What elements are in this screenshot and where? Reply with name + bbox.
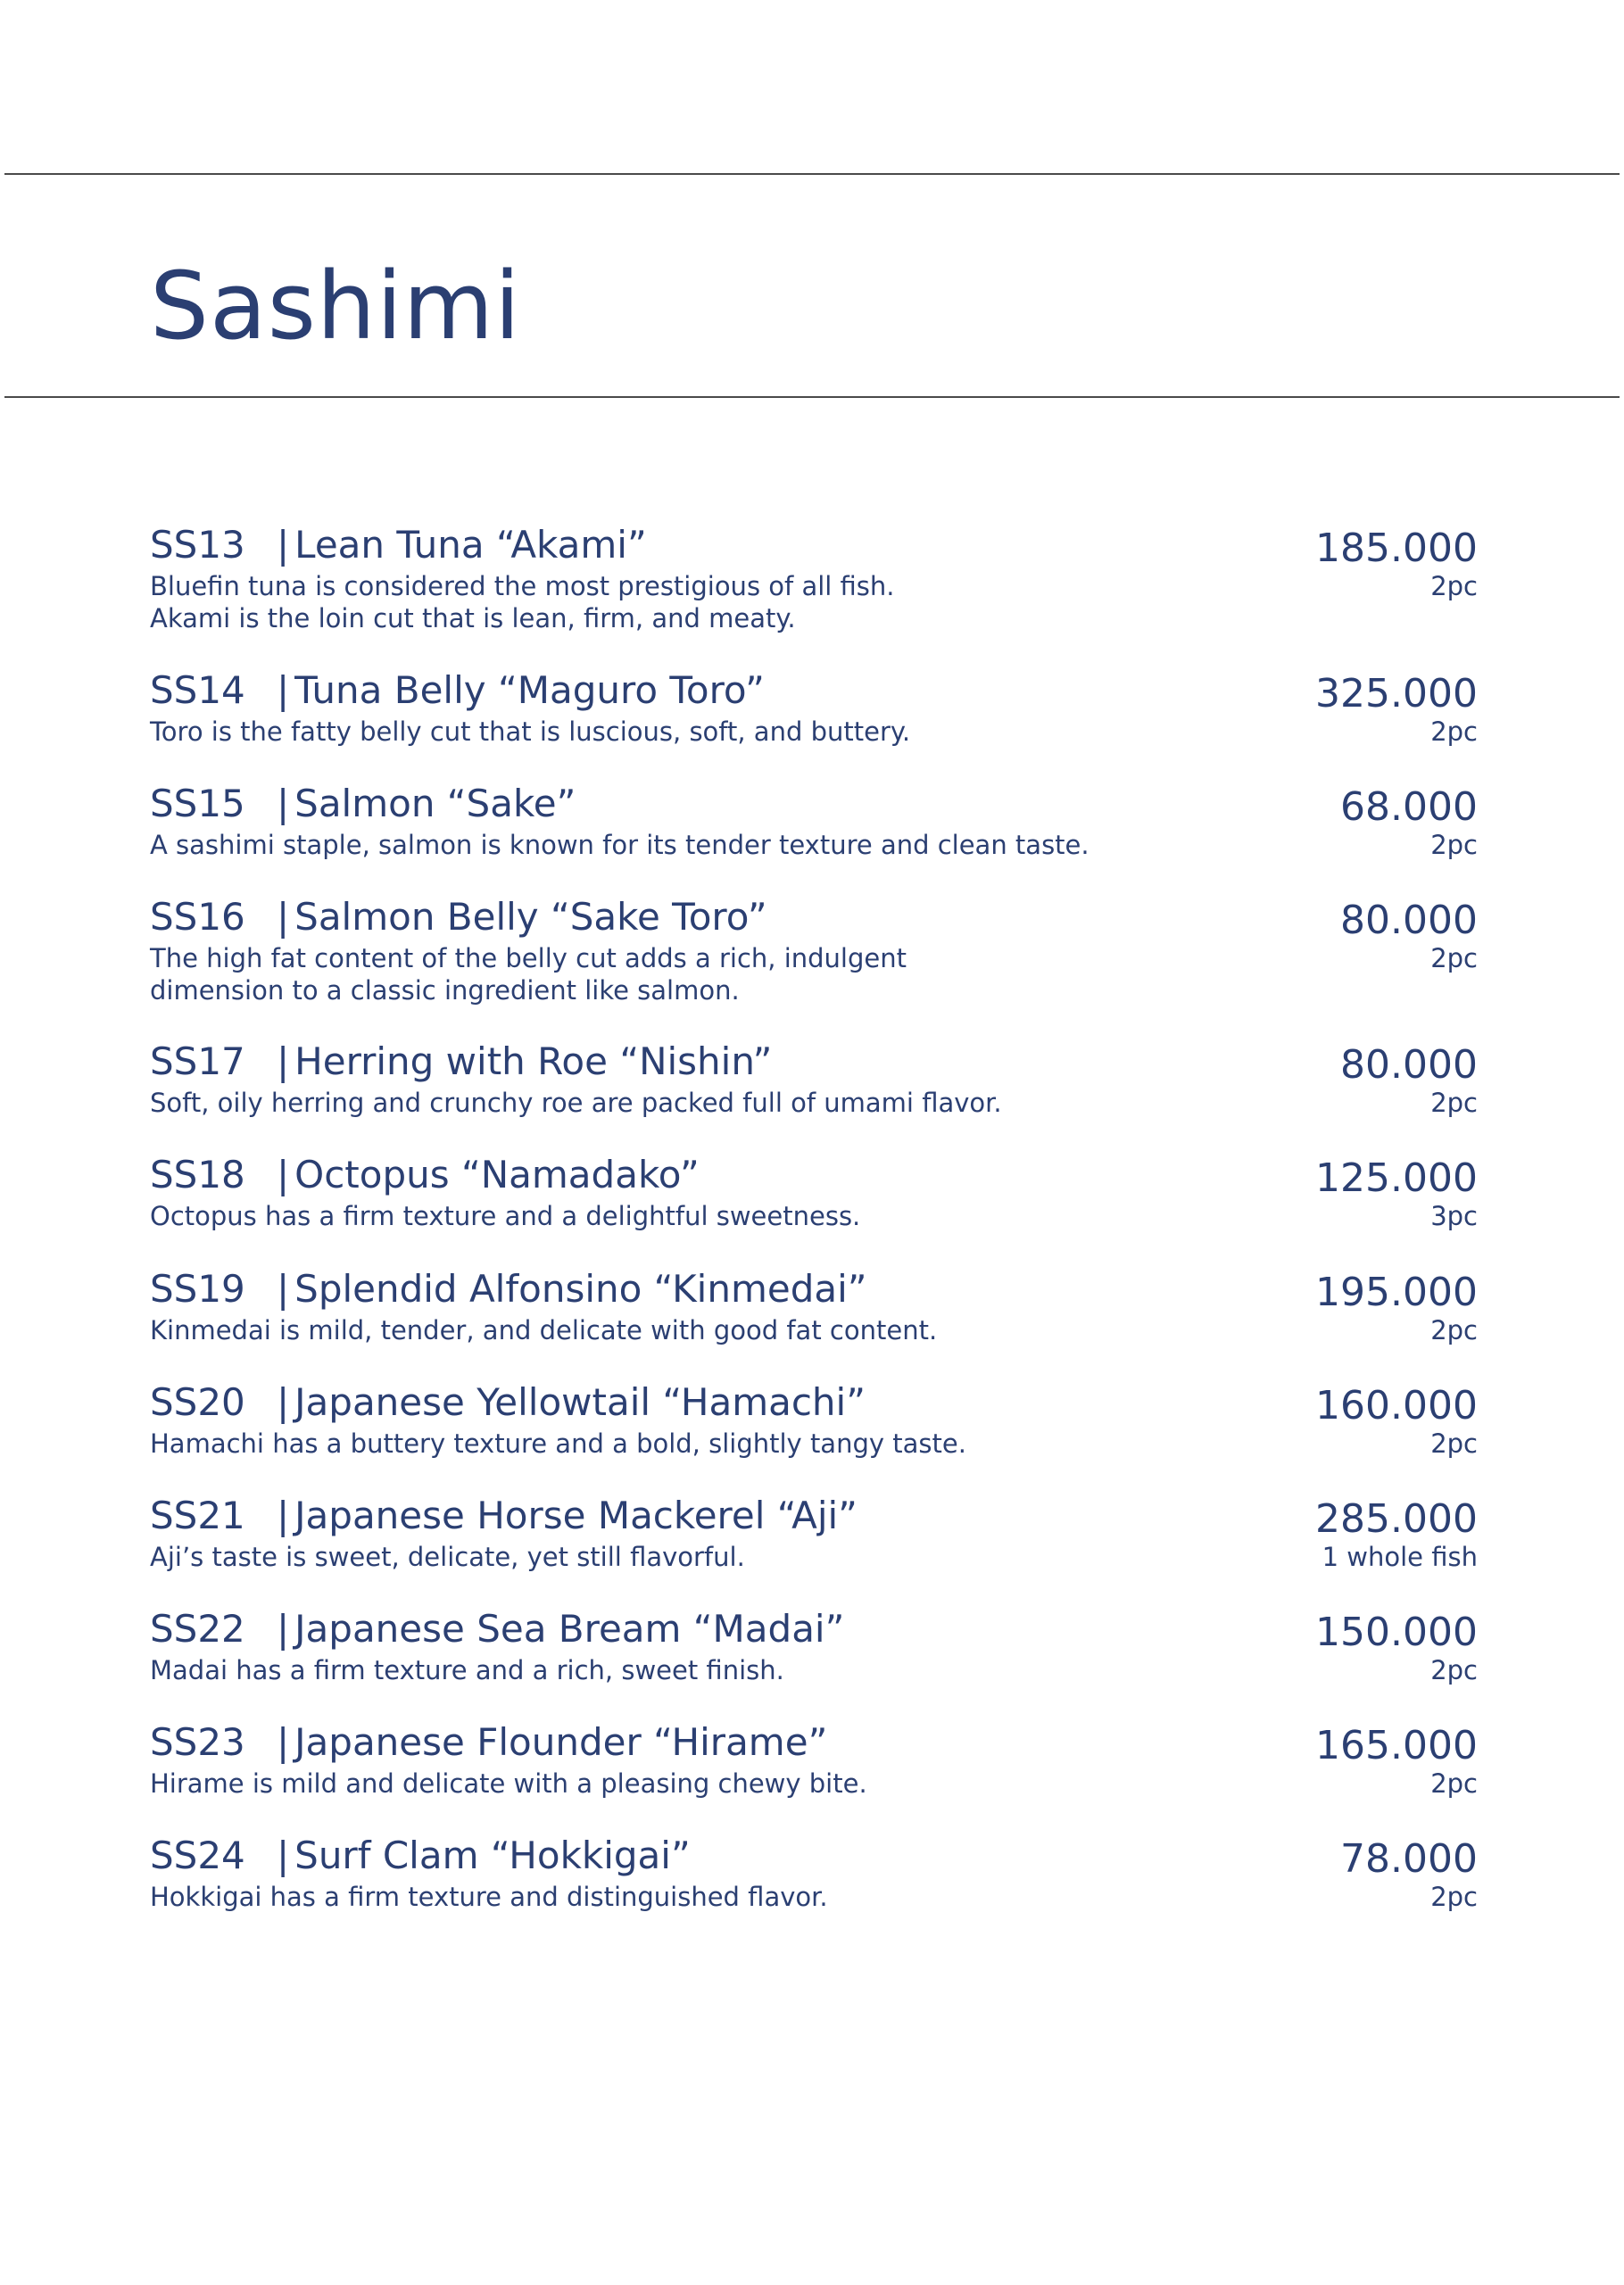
item-price: 125.000: [1315, 1155, 1478, 1201]
item-portion: 2pc: [1430, 1428, 1478, 1459]
item-description: Octopus has a firm texture and a delightful sweetness.: [150, 1201, 861, 1231]
item-heading: [150, 1604, 1221, 1654]
item-name: Surf Clam “Hokkigai”: [294, 1834, 691, 1877]
item-portion: 2pc: [1430, 1768, 1478, 1799]
bottom-divider: [4, 396, 1620, 398]
separator: |: [277, 1607, 290, 1651]
item-name: Octopus “Namadako”: [294, 1153, 700, 1196]
item-code: SS13: [150, 523, 245, 567]
item-code: SS18: [150, 1153, 245, 1196]
item-name: Salmon Belly “Sake Toro”: [294, 895, 767, 939]
item-portion: 2pc: [1430, 716, 1478, 747]
separator: |: [277, 782, 290, 825]
item-description: A sashimi staple, salmon is known for its tender texture and clean taste.: [150, 830, 1090, 860]
item-portion: 1 whole fish: [1322, 1542, 1478, 1572]
item-price: 325.000: [1315, 671, 1478, 716]
item-code: SS23: [150, 1720, 245, 1764]
separator: |: [277, 895, 290, 939]
item-name: Japanese Flounder “Hirame”: [294, 1720, 828, 1764]
item-name: Lean Tuna “Akami”: [294, 523, 647, 567]
item-heading: [150, 892, 1221, 942]
item-name: Japanese Sea Bream “Madai”: [294, 1607, 845, 1651]
item-code: SS16: [150, 895, 245, 939]
item-description: Kinmedai is mild, tender, and delicate with good fat content.: [150, 1315, 938, 1345]
item-name: Tuna Belly “Maguro Toro”: [294, 668, 765, 712]
item-description: Madai has a firm texture and a rich, sweet finish.: [150, 1655, 784, 1685]
item-description: Aji’s taste is sweet, delicate, yet still flavorful.: [150, 1542, 745, 1572]
item-heading: [150, 1264, 1221, 1314]
item-code: SS15: [150, 782, 245, 825]
item-heading: [150, 779, 1221, 829]
item-price: 68.000: [1340, 784, 1478, 830]
item-price: 80.000: [1340, 1042, 1478, 1088]
item-heading: [150, 1378, 1221, 1428]
item-portion: 2pc: [1430, 1655, 1478, 1685]
item-portion: 2pc: [1430, 943, 1478, 973]
item-heading: [150, 1037, 1221, 1087]
separator: |: [277, 668, 290, 712]
separator: |: [277, 1267, 290, 1311]
item-code: SS24: [150, 1834, 245, 1877]
separator: |: [277, 523, 290, 567]
page-title: Sashimi: [150, 252, 521, 360]
item-name: Splendid Alfonsino “Kinmedai”: [294, 1267, 867, 1311]
separator: |: [277, 1494, 290, 1537]
item-code: SS21: [150, 1494, 245, 1537]
item-code: SS22: [150, 1607, 245, 1651]
item-description: The high fat content of the belly cut adds a rich, indulgent dimension to a classic ingredient like salmon.: [150, 943, 907, 1006]
item-price: 185.000: [1315, 526, 1478, 571]
item-code: SS17: [150, 1039, 245, 1083]
item-price: 160.000: [1315, 1383, 1478, 1428]
item-description: Soft, oily herring and crunchy roe are packed full of umami flavor.: [150, 1088, 1002, 1118]
item-name: Salmon “Sake”: [294, 782, 576, 825]
item-portion: 2pc: [1430, 830, 1478, 860]
item-description: Hamachi has a buttery texture and a bold, slightly tangy taste.: [150, 1428, 966, 1459]
item-code: SS20: [150, 1380, 245, 1424]
item-name: Japanese Horse Mackerel “Aji”: [294, 1494, 858, 1537]
item-heading: [150, 1831, 1221, 1881]
separator: |: [277, 1039, 290, 1083]
item-portion: 2pc: [1430, 1315, 1478, 1345]
item-code: SS14: [150, 668, 245, 712]
item-description: Hirame is mild and delicate with a pleasing chewy bite.: [150, 1768, 867, 1799]
item-portion: 2pc: [1430, 571, 1478, 601]
item-price: 80.000: [1340, 898, 1478, 943]
item-portion: 2pc: [1430, 1882, 1478, 1912]
item-description: Hokkigai has a firm texture and distinguished flavor.: [150, 1882, 828, 1912]
item-code: SS19: [150, 1267, 245, 1311]
separator: |: [277, 1834, 290, 1877]
item-heading: [150, 520, 1221, 570]
item-name: Japanese Yellowtail “Hamachi”: [294, 1380, 866, 1424]
item-heading: [150, 1491, 1221, 1541]
item-price: 150.000: [1315, 1610, 1478, 1655]
top-divider: [4, 173, 1620, 175]
item-name: Herring with Roe “Nishin”: [294, 1039, 773, 1083]
item-description: Toro is the fatty belly cut that is luscious, soft, and buttery.: [150, 716, 911, 747]
item-heading: [150, 666, 1221, 716]
item-price: 165.000: [1315, 1723, 1478, 1768]
item-description: Bluefin tuna is considered the most prestigious of all fish. Akami is the loin cut that is lean, firm, and meaty.: [150, 571, 895, 633]
item-heading: [150, 1718, 1221, 1768]
separator: |: [277, 1720, 290, 1764]
separator: |: [277, 1153, 290, 1196]
item-portion: 3pc: [1430, 1201, 1478, 1231]
item-heading: [150, 1150, 1221, 1200]
item-price: 195.000: [1315, 1270, 1478, 1315]
item-price: 78.000: [1340, 1836, 1478, 1882]
item-price: 285.000: [1315, 1496, 1478, 1542]
item-portion: 2pc: [1430, 1088, 1478, 1118]
separator: |: [277, 1380, 290, 1424]
